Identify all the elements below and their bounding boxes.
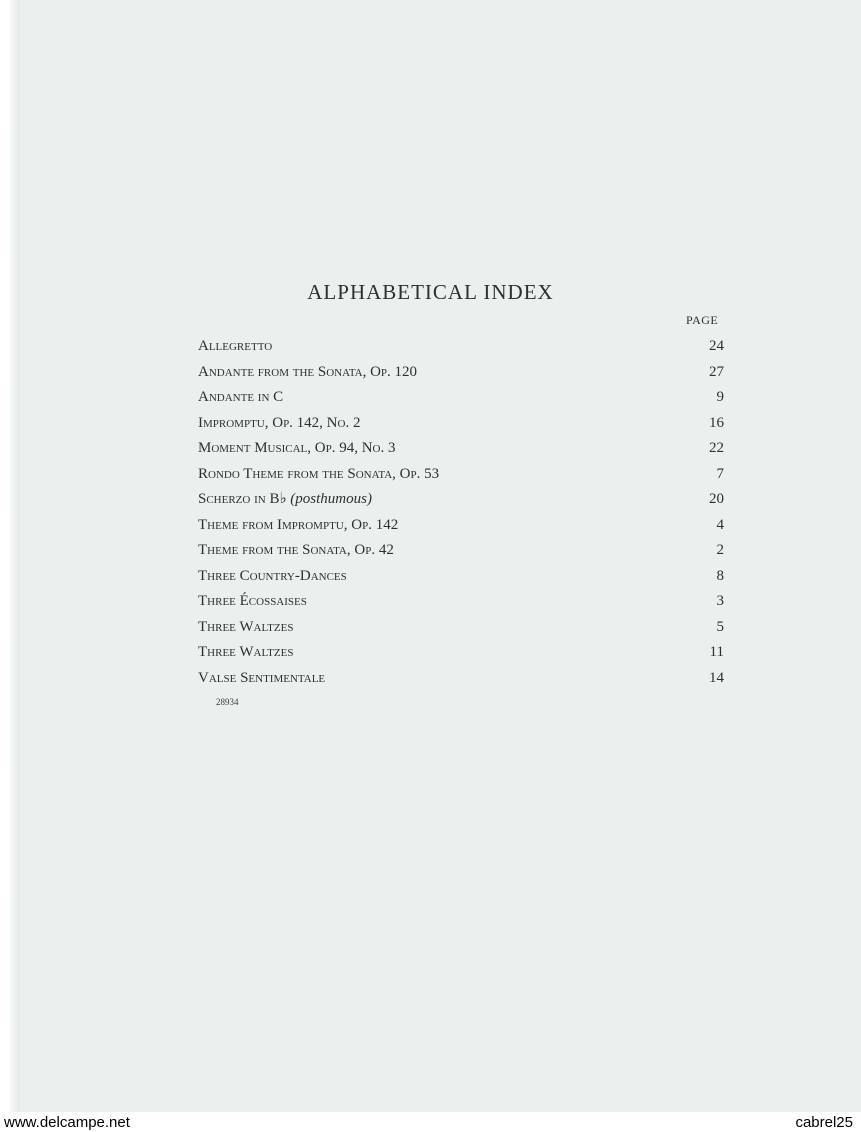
entry-page: 4 [716, 516, 724, 533]
index-list [198, 334, 726, 691]
entry-title: Andante from the Sonata, Op. 120 [198, 363, 418, 380]
entry-title: Scherzo in B♭ (posthumous) [198, 491, 372, 507]
index-entry [198, 513, 726, 539]
index-entry [198, 666, 726, 692]
entry-page: 2 [716, 542, 724, 558]
entry-title: Theme from Impromptu, Op. 142 [198, 516, 399, 533]
index-entry [198, 564, 726, 590]
entry-page: 14 [709, 669, 724, 686]
index-entry [198, 640, 726, 666]
entry-title: Three Waltzes [198, 618, 294, 635]
entry-title: Theme from the Sonata, Op. 42 [198, 542, 394, 558]
entry-title: Three Waltzes [198, 644, 294, 660]
index-entry [198, 589, 726, 615]
italic-annotation: (posthumous) [290, 491, 372, 507]
entry-title: Valse Sentimentale [198, 669, 326, 686]
index-entry [198, 360, 726, 386]
index-entry [198, 487, 726, 513]
index-entry [198, 538, 726, 564]
watermark-seller: cabrel25 [795, 1114, 853, 1131]
page-column-header: PAGE [686, 313, 719, 327]
index-entry [198, 436, 726, 462]
entry-page: 11 [709, 644, 724, 660]
entry-title: Three Écossaises [198, 593, 307, 609]
entry-page: 22 [709, 440, 724, 456]
entry-page: 27 [709, 363, 724, 380]
plate-number: 28934 [216, 697, 239, 707]
entry-title: Moment Musical, Op. 94, No. 3 [198, 440, 396, 456]
entry-page: 16 [709, 414, 724, 431]
index-entry [198, 615, 726, 641]
index-entry [198, 462, 726, 488]
entry-title: Impromptu, Op. 142, No. 2 [198, 414, 361, 431]
entry-page: 3 [716, 593, 724, 609]
index-entry [198, 334, 726, 360]
entry-title: Rondo Theme from the Sonata, Op. 53 [198, 465, 440, 482]
page-edge [10, 0, 20, 1112]
entry-title: Andante in C [198, 389, 284, 405]
watermark-site: www.delcampe.net [4, 1114, 130, 1131]
entry-page: 20 [709, 491, 724, 507]
entry-title: Allegretto [198, 338, 273, 354]
entry-page: 9 [716, 389, 724, 405]
entry-page: 7 [716, 465, 724, 482]
entry-page: 5 [716, 618, 724, 635]
entry-page: 24 [709, 338, 724, 354]
entry-page: 8 [716, 567, 724, 584]
index-entry [198, 385, 726, 411]
index-title: ALPHABETICAL INDEX [307, 280, 554, 304]
index-entry [198, 411, 726, 437]
entry-title: Three Country-Dances [198, 567, 347, 584]
